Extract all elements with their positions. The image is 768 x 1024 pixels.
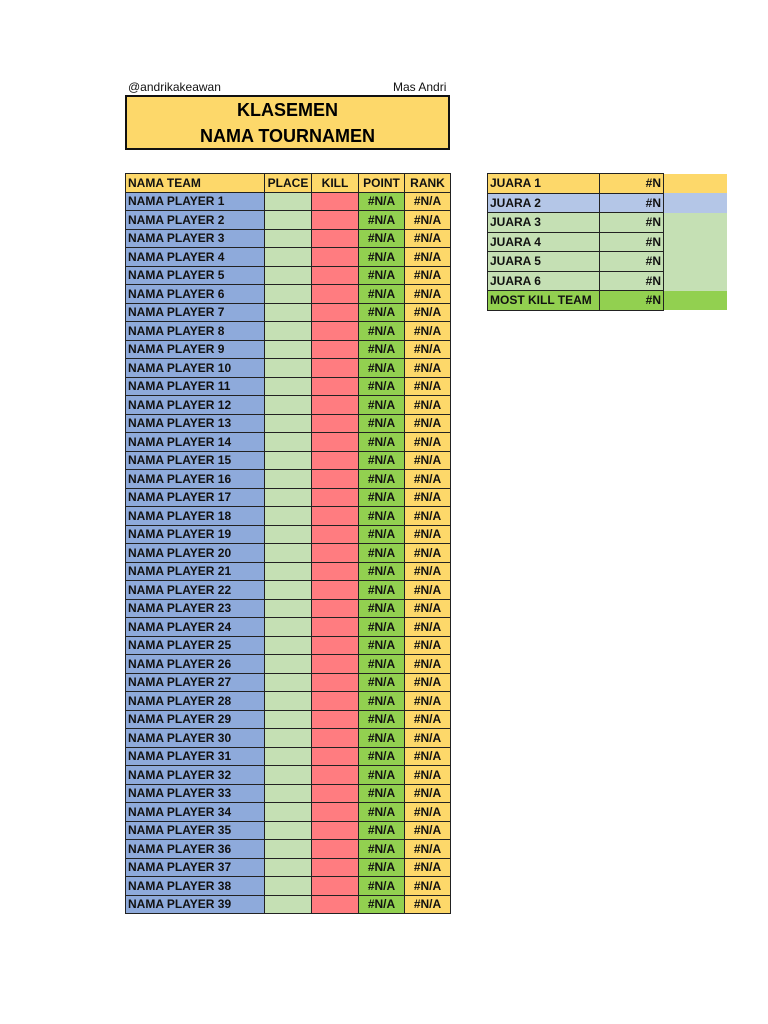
point-cell[interactable]: #N/A xyxy=(359,636,405,655)
point-cell[interactable]: #N/A xyxy=(359,488,405,507)
table-row xyxy=(126,525,451,544)
team-name-cell[interactable]: NAMA PLAYER 20 xyxy=(126,544,265,563)
place-cell[interactable] xyxy=(265,285,312,304)
winner-extra-cell[interactable] xyxy=(664,213,727,233)
place-cell[interactable] xyxy=(265,766,312,785)
rank-cell[interactable]: #N/A xyxy=(405,784,451,803)
header-kill[interactable]: KILL xyxy=(312,174,359,193)
winner-row xyxy=(488,193,727,213)
point-cell[interactable]: #N/A xyxy=(359,710,405,729)
place-cell[interactable] xyxy=(265,747,312,766)
table-row xyxy=(126,729,451,748)
winner-extra-cell[interactable] xyxy=(664,232,727,252)
team-name-cell[interactable]: NAMA PLAYER 10 xyxy=(126,359,265,378)
rank-cell[interactable]: #N/A xyxy=(405,377,451,396)
team-name-cell[interactable]: NAMA PLAYER 30 xyxy=(126,729,265,748)
rank-cell[interactable]: #N/A xyxy=(405,229,451,248)
kill-cell[interactable] xyxy=(312,581,359,600)
table-row xyxy=(126,821,451,840)
team-name-cell[interactable]: NAMA PLAYER 19 xyxy=(126,525,265,544)
rank-cell[interactable]: #N/A xyxy=(405,192,451,211)
place-cell[interactable] xyxy=(265,673,312,692)
kill-cell[interactable] xyxy=(312,322,359,341)
table-row xyxy=(126,599,451,618)
team-name-cell[interactable]: NAMA PLAYER 33 xyxy=(126,784,265,803)
team-name-cell[interactable]: NAMA PLAYER 26 xyxy=(126,655,265,674)
kill-cell[interactable] xyxy=(312,229,359,248)
table-row xyxy=(126,488,451,507)
kill-cell[interactable] xyxy=(312,636,359,655)
winner-extra-cell[interactable] xyxy=(664,271,727,291)
rank-cell[interactable]: #N/A xyxy=(405,433,451,452)
table-row xyxy=(126,673,451,692)
rank-cell[interactable]: #N/A xyxy=(405,858,451,877)
kill-cell[interactable] xyxy=(312,729,359,748)
kill-cell[interactable] xyxy=(312,766,359,785)
team-name-cell[interactable]: NAMA PLAYER 14 xyxy=(126,433,265,452)
table-row xyxy=(126,562,451,581)
point-cell[interactable]: #N/A xyxy=(359,840,405,859)
point-cell[interactable]: #N/A xyxy=(359,451,405,470)
kill-cell[interactable] xyxy=(312,562,359,581)
kill-cell[interactable] xyxy=(312,248,359,267)
rank-cell[interactable]: #N/A xyxy=(405,692,451,711)
place-cell[interactable] xyxy=(265,470,312,489)
table-row xyxy=(126,747,451,766)
team-name-cell[interactable]: NAMA PLAYER 11 xyxy=(126,377,265,396)
kill-cell[interactable] xyxy=(312,451,359,470)
place-cell[interactable] xyxy=(265,784,312,803)
point-cell[interactable]: #N/A xyxy=(359,359,405,378)
kill-cell[interactable] xyxy=(312,507,359,526)
point-cell[interactable]: #N/A xyxy=(359,229,405,248)
team-name-cell[interactable]: NAMA PLAYER 39 xyxy=(126,895,265,914)
kill-cell[interactable] xyxy=(312,525,359,544)
point-cell[interactable]: #N/A xyxy=(359,877,405,896)
winners-body xyxy=(488,174,727,311)
point-cell[interactable]: #N/A xyxy=(359,692,405,711)
place-cell[interactable] xyxy=(265,192,312,211)
table-row xyxy=(126,507,451,526)
kill-cell[interactable] xyxy=(312,821,359,840)
table-row xyxy=(126,248,451,267)
winner-label[interactable]: JUARA 1 xyxy=(488,174,600,194)
rank-cell[interactable]: #N/A xyxy=(405,544,451,563)
team-name-cell[interactable]: NAMA PLAYER 17 xyxy=(126,488,265,507)
rank-cell[interactable]: #N/A xyxy=(405,359,451,378)
kill-cell[interactable] xyxy=(312,377,359,396)
kill-cell[interactable] xyxy=(312,340,359,359)
place-cell[interactable] xyxy=(265,618,312,637)
kill-cell[interactable] xyxy=(312,655,359,674)
table-row xyxy=(126,840,451,859)
kill-cell[interactable] xyxy=(312,285,359,304)
title-line-1: KLASEMEN xyxy=(236,99,338,120)
rank-cell[interactable]: #N/A xyxy=(405,803,451,822)
rank-cell[interactable]: #N/A xyxy=(405,766,451,785)
table-row xyxy=(126,636,451,655)
point-cell[interactable]: #N/A xyxy=(359,618,405,637)
point-cell[interactable]: #N/A xyxy=(359,266,405,285)
point-cell[interactable]: #N/A xyxy=(359,525,405,544)
winner-value[interactable]: #N xyxy=(600,271,664,291)
point-cell[interactable]: #N/A xyxy=(359,784,405,803)
rank-cell[interactable]: #N/A xyxy=(405,618,451,637)
table-row xyxy=(126,710,451,729)
team-name-cell[interactable]: NAMA PLAYER 3 xyxy=(126,229,265,248)
point-cell[interactable]: #N/A xyxy=(359,507,405,526)
point-cell[interactable]: #N/A xyxy=(359,396,405,415)
team-name-cell[interactable]: NAMA PLAYER 32 xyxy=(126,766,265,785)
rank-cell[interactable]: #N/A xyxy=(405,747,451,766)
place-cell[interactable] xyxy=(265,414,312,433)
point-cell[interactable]: #N/A xyxy=(359,858,405,877)
place-cell[interactable] xyxy=(265,266,312,285)
point-cell[interactable]: #N/A xyxy=(359,766,405,785)
table-row xyxy=(126,285,451,304)
rank-cell[interactable]: #N/A xyxy=(405,562,451,581)
kill-cell[interactable] xyxy=(312,895,359,914)
place-cell[interactable] xyxy=(265,877,312,896)
team-name-cell[interactable]: NAMA PLAYER 5 xyxy=(126,266,265,285)
winner-extra-cell[interactable] xyxy=(664,193,727,213)
rank-cell[interactable]: #N/A xyxy=(405,340,451,359)
point-cell[interactable]: #N/A xyxy=(359,248,405,267)
place-cell[interactable] xyxy=(265,303,312,322)
kill-cell[interactable] xyxy=(312,192,359,211)
point-cell[interactable]: #N/A xyxy=(359,377,405,396)
kill-cell[interactable] xyxy=(312,414,359,433)
kill-cell[interactable] xyxy=(312,877,359,896)
point-cell[interactable]: #N/A xyxy=(359,562,405,581)
team-name-cell[interactable]: NAMA PLAYER 1 xyxy=(126,192,265,211)
point-cell[interactable]: #N/A xyxy=(359,747,405,766)
rank-cell[interactable]: #N/A xyxy=(405,303,451,322)
rank-cell[interactable]: #N/A xyxy=(405,729,451,748)
table-row xyxy=(126,433,451,452)
kill-cell[interactable] xyxy=(312,433,359,452)
point-cell[interactable]: #N/A xyxy=(359,192,405,211)
place-cell[interactable] xyxy=(265,710,312,729)
winner-label[interactable]: JUARA 5 xyxy=(488,252,600,272)
table-row xyxy=(126,784,451,803)
kill-cell[interactable] xyxy=(312,692,359,711)
rank-cell[interactable]: #N/A xyxy=(405,266,451,285)
place-cell[interactable] xyxy=(265,821,312,840)
point-cell[interactable]: #N/A xyxy=(359,414,405,433)
team-name-cell[interactable]: NAMA PLAYER 2 xyxy=(126,211,265,230)
winner-label[interactable]: JUARA 4 xyxy=(488,232,600,252)
table-row xyxy=(126,618,451,637)
table-row xyxy=(126,766,451,785)
table-row xyxy=(126,544,451,563)
team-name-cell[interactable]: NAMA PLAYER 35 xyxy=(126,821,265,840)
rank-cell[interactable]: #N/A xyxy=(405,877,451,896)
rank-cell[interactable]: #N/A xyxy=(405,322,451,341)
table-row xyxy=(126,858,451,877)
rank-cell[interactable]: #N/A xyxy=(405,636,451,655)
team-name-cell[interactable]: NAMA PLAYER 9 xyxy=(126,340,265,359)
place-cell[interactable] xyxy=(265,729,312,748)
point-cell[interactable]: #N/A xyxy=(359,340,405,359)
place-cell[interactable] xyxy=(265,544,312,563)
kill-cell[interactable] xyxy=(312,599,359,618)
place-cell[interactable] xyxy=(265,525,312,544)
title-line-2: NAMA TOURNAMEN xyxy=(200,125,375,146)
table-row xyxy=(126,340,451,359)
point-cell[interactable]: #N/A xyxy=(359,470,405,489)
table-row xyxy=(126,470,451,489)
team-name-cell[interactable]: NAMA PLAYER 6 xyxy=(126,285,265,304)
winner-row xyxy=(488,213,727,233)
table-row xyxy=(126,895,451,914)
place-cell[interactable] xyxy=(265,895,312,914)
winner-label[interactable]: JUARA 6 xyxy=(488,271,600,291)
kill-cell[interactable] xyxy=(312,840,359,859)
winners-table xyxy=(487,173,727,311)
place-cell[interactable] xyxy=(265,858,312,877)
winner-row xyxy=(488,291,727,311)
winner-extra-cell[interactable] xyxy=(664,252,727,272)
winner-row xyxy=(488,252,727,272)
place-cell[interactable] xyxy=(265,692,312,711)
team-name-cell[interactable]: NAMA PLAYER 16 xyxy=(126,470,265,489)
kill-cell[interactable] xyxy=(312,211,359,230)
place-cell[interactable] xyxy=(265,655,312,674)
kill-cell[interactable] xyxy=(312,784,359,803)
point-cell[interactable]: #N/A xyxy=(359,673,405,692)
point-cell[interactable]: #N/A xyxy=(359,655,405,674)
point-cell[interactable]: #N/A xyxy=(359,211,405,230)
winner-extra-cell[interactable] xyxy=(664,174,727,194)
winner-row xyxy=(488,232,727,252)
title-banner xyxy=(125,95,450,150)
kill-cell[interactable] xyxy=(312,673,359,692)
kill-cell[interactable] xyxy=(312,858,359,877)
place-cell[interactable] xyxy=(265,840,312,859)
team-name-cell[interactable]: NAMA PLAYER 36 xyxy=(126,840,265,859)
point-cell[interactable]: #N/A xyxy=(359,433,405,452)
place-cell[interactable] xyxy=(265,599,312,618)
rank-cell[interactable]: #N/A xyxy=(405,211,451,230)
team-name-cell[interactable]: NAMA PLAYER 29 xyxy=(126,710,265,729)
place-cell[interactable] xyxy=(265,377,312,396)
table-row xyxy=(126,803,451,822)
point-cell[interactable]: #N/A xyxy=(359,303,405,322)
kill-cell[interactable] xyxy=(312,747,359,766)
point-cell[interactable]: #N/A xyxy=(359,544,405,563)
team-name-cell[interactable]: NAMA PLAYER 25 xyxy=(126,636,265,655)
team-name-cell[interactable]: NAMA PLAYER 24 xyxy=(126,618,265,637)
rank-cell[interactable]: #N/A xyxy=(405,507,451,526)
rank-cell[interactable]: #N/A xyxy=(405,525,451,544)
team-name-cell[interactable]: NAMA PLAYER 28 xyxy=(126,692,265,711)
header-nama-team[interactable]: NAMA TEAM xyxy=(126,174,265,193)
kill-cell[interactable] xyxy=(312,710,359,729)
rank-cell[interactable]: #N/A xyxy=(405,599,451,618)
kill-cell[interactable] xyxy=(312,303,359,322)
winner-value[interactable]: #N xyxy=(600,193,664,213)
winner-label[interactable]: JUARA 2 xyxy=(488,193,600,213)
rank-cell[interactable]: #N/A xyxy=(405,840,451,859)
kill-cell[interactable] xyxy=(312,396,359,415)
table-row xyxy=(126,414,451,433)
place-cell[interactable] xyxy=(265,433,312,452)
place-cell[interactable] xyxy=(265,488,312,507)
team-name-cell[interactable]: NAMA PLAYER 4 xyxy=(126,248,265,267)
winner-value[interactable]: #N xyxy=(600,213,664,233)
table-row xyxy=(126,322,451,341)
rank-cell[interactable]: #N/A xyxy=(405,248,451,267)
place-cell[interactable] xyxy=(265,803,312,822)
point-cell[interactable]: #N/A xyxy=(359,729,405,748)
rank-cell[interactable]: #N/A xyxy=(405,581,451,600)
team-name-cell[interactable]: NAMA PLAYER 37 xyxy=(126,858,265,877)
winner-value[interactable]: #N xyxy=(600,252,664,272)
team-name-cell[interactable]: NAMA PLAYER 31 xyxy=(126,747,265,766)
winner-row xyxy=(488,271,727,291)
team-name-cell[interactable]: NAMA PLAYER 38 xyxy=(126,877,265,896)
place-cell[interactable] xyxy=(265,248,312,267)
team-name-cell[interactable]: NAMA PLAYER 7 xyxy=(126,303,265,322)
author-handle: @andrikakeawan xyxy=(128,80,221,94)
standings-table xyxy=(125,173,451,914)
place-cell[interactable] xyxy=(265,340,312,359)
place-cell[interactable] xyxy=(265,581,312,600)
winner-value[interactable]: #N xyxy=(600,174,664,194)
team-name-cell[interactable]: NAMA PLAYER 21 xyxy=(126,562,265,581)
place-cell[interactable] xyxy=(265,359,312,378)
winner-label[interactable]: JUARA 3 xyxy=(488,213,600,233)
place-cell[interactable] xyxy=(265,211,312,230)
point-cell[interactable]: #N/A xyxy=(359,803,405,822)
table-row xyxy=(126,266,451,285)
kill-cell[interactable] xyxy=(312,803,359,822)
rank-cell[interactable]: #N/A xyxy=(405,895,451,914)
table-row xyxy=(126,211,451,230)
team-name-cell[interactable]: NAMA PLAYER 27 xyxy=(126,673,265,692)
rank-cell[interactable]: #N/A xyxy=(405,821,451,840)
kill-cell[interactable] xyxy=(312,618,359,637)
kill-cell[interactable] xyxy=(312,544,359,563)
kill-cell[interactable] xyxy=(312,359,359,378)
table-row xyxy=(126,303,451,322)
point-cell[interactable]: #N/A xyxy=(359,599,405,618)
table-row xyxy=(126,192,451,211)
point-cell[interactable]: #N/A xyxy=(359,581,405,600)
kill-cell[interactable] xyxy=(312,266,359,285)
point-cell[interactable]: #N/A xyxy=(359,821,405,840)
rank-cell[interactable]: #N/A xyxy=(405,414,451,433)
team-name-cell[interactable]: NAMA PLAYER 22 xyxy=(126,581,265,600)
kill-cell[interactable] xyxy=(312,470,359,489)
place-cell[interactable] xyxy=(265,507,312,526)
place-cell[interactable] xyxy=(265,322,312,341)
kill-cell[interactable] xyxy=(312,488,359,507)
rank-cell[interactable]: #N/A xyxy=(405,655,451,674)
rank-cell[interactable]: #N/A xyxy=(405,710,451,729)
place-cell[interactable] xyxy=(265,396,312,415)
place-cell[interactable] xyxy=(265,562,312,581)
table-row xyxy=(126,359,451,378)
place-cell[interactable] xyxy=(265,451,312,470)
rank-cell[interactable]: #N/A xyxy=(405,673,451,692)
header-rank[interactable]: RANK xyxy=(405,174,451,193)
table-row xyxy=(126,877,451,896)
team-name-cell[interactable]: NAMA PLAYER 18 xyxy=(126,507,265,526)
table-row xyxy=(126,581,451,600)
point-cell[interactable]: #N/A xyxy=(359,895,405,914)
rank-cell[interactable]: #N/A xyxy=(405,451,451,470)
rank-cell[interactable]: #N/A xyxy=(405,470,451,489)
header-point[interactable]: POINT xyxy=(359,174,405,193)
team-name-cell[interactable]: NAMA PLAYER 13 xyxy=(126,414,265,433)
team-name-cell[interactable]: NAMA PLAYER 8 xyxy=(126,322,265,341)
winner-extra-cell[interactable] xyxy=(664,291,727,311)
point-cell[interactable]: #N/A xyxy=(359,322,405,341)
table-row xyxy=(126,229,451,248)
rank-cell[interactable]: #N/A xyxy=(405,396,451,415)
place-cell[interactable] xyxy=(265,636,312,655)
winner-value[interactable]: #N xyxy=(600,232,664,252)
place-cell[interactable] xyxy=(265,229,312,248)
header-place[interactable]: PLACE xyxy=(265,174,312,193)
rank-cell[interactable]: #N/A xyxy=(405,488,451,507)
team-name-cell[interactable]: NAMA PLAYER 15 xyxy=(126,451,265,470)
team-name-cell[interactable]: NAMA PLAYER 23 xyxy=(126,599,265,618)
author-name: Mas Andri xyxy=(393,80,447,94)
table-row xyxy=(126,451,451,470)
standings-body xyxy=(126,192,451,914)
winner-row xyxy=(488,174,727,194)
standings-header-row xyxy=(126,174,451,193)
team-name-cell[interactable]: NAMA PLAYER 34 xyxy=(126,803,265,822)
table-row xyxy=(126,655,451,674)
table-row xyxy=(126,396,451,415)
rank-cell[interactable]: #N/A xyxy=(405,285,451,304)
table-row xyxy=(126,377,451,396)
point-cell[interactable]: #N/A xyxy=(359,285,405,304)
table-row xyxy=(126,692,451,711)
team-name-cell[interactable]: NAMA PLAYER 12 xyxy=(126,396,265,415)
winner-value[interactable]: #N xyxy=(600,291,664,311)
winner-label[interactable]: MOST KILL TEAM xyxy=(488,291,600,311)
